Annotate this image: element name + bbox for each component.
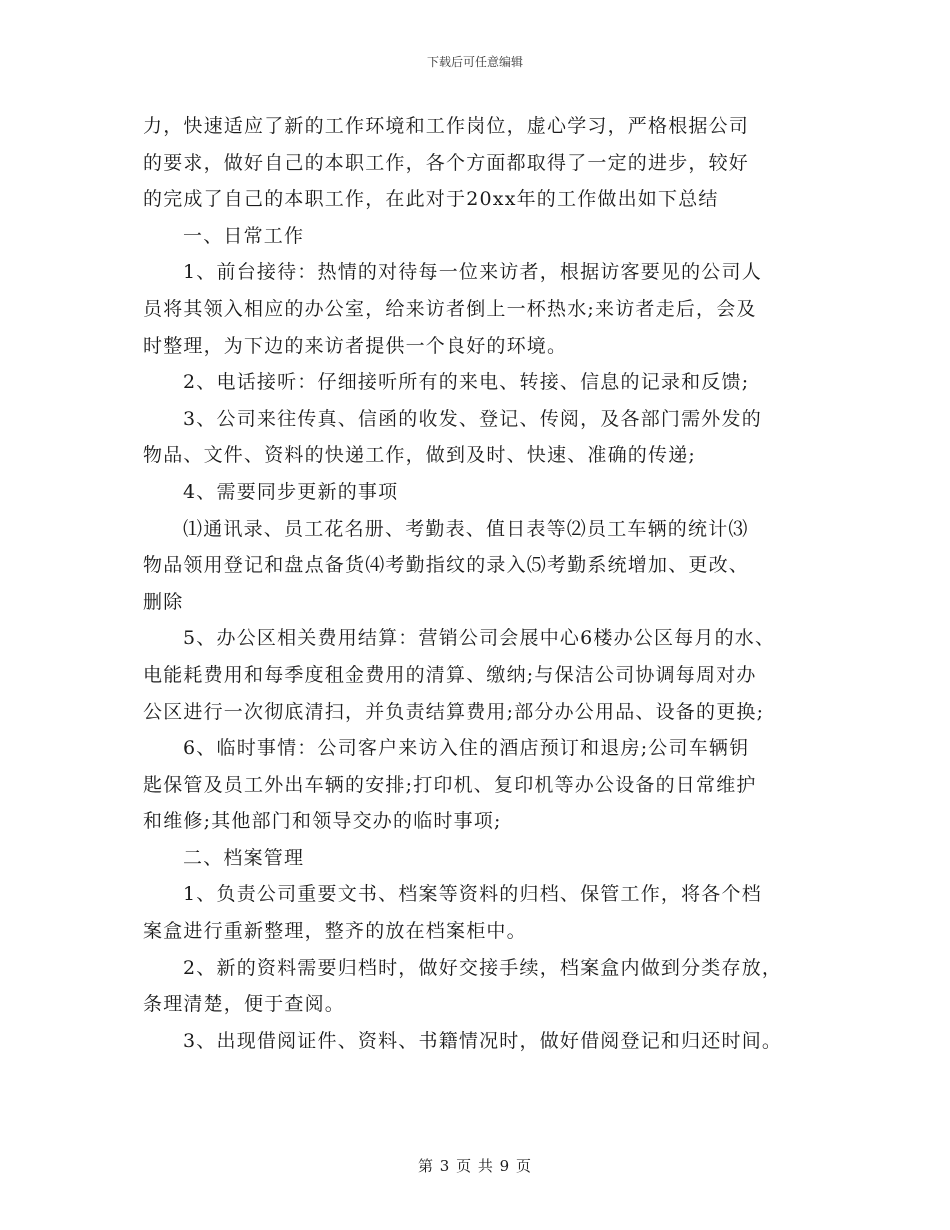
body-line: 1、负责公司重要文书、档案等资料的归档、保管工作，将各个档	[183, 883, 762, 906]
body-line: 力，快速适应了新的工作环境和工作岗位，虚心学习，严格根据公司	[143, 115, 750, 137]
body-line: 2、新的资料需要归档时，做好交接手续，档案盒内做到分类存放，	[183, 956, 783, 979]
body-line: 4、需要同步更新的事项	[183, 480, 399, 503]
body-line: 电能耗费用和每季度租金费用的清算、缴纳;与保洁公司协调每周对办	[143, 663, 757, 686]
body-line: 删除	[143, 590, 184, 613]
body-line: 匙保管及员工外出车辆的安排;打印机、复印机等办公设备的日常维护	[143, 773, 757, 796]
body-line: 1、前台接待：热情的对待每一位来访者，根据访客要见的公司人	[183, 261, 762, 284]
body-line: 3、出现借阅证件、资料、书籍情况时，做好借阅登记和归还时间。	[183, 1029, 783, 1052]
page-header: 下载后可任意编辑	[426, 55, 523, 69]
body-line: 和维修;其他部门和领导交办的临时事项;	[143, 810, 502, 833]
section-heading: 一、日常工作	[183, 224, 305, 247]
body-line: 员将其领入相应的办公室，给来访者倒上一杯热水;来访者走后，会及	[143, 297, 757, 320]
body-line: 公区进行一次彻底清扫，并负责结算费用;部分办公用品、设备的更换;	[143, 700, 765, 723]
body-line: 6、临时事情：公司客户来访入住的酒店预订和退房;公司车辆钥	[183, 737, 750, 760]
body-line: 条理清楚，便于查阅。	[143, 993, 346, 1016]
body-line: 3、公司来往传真、信函的收发、登记、传阅，及各部门需外发的	[183, 407, 762, 430]
body-line: 时整理，为下边的来访者提供一个良好的环境。	[143, 334, 568, 357]
body-line: 案盒进行重新整理，整齐的放在档案柜中。	[143, 920, 527, 943]
body-line: ⑴通讯录、员工花名册、考勤表、值日表等⑵员工车辆的统计⑶	[183, 517, 749, 540]
body-line: 物品、文件、资料的快递工作，做到及时、快速、准确的传递;	[143, 444, 697, 467]
body-line: 物品领用登记和盘点备货⑷考勤指纹的录入⑸考勤系统增加、更改、	[143, 554, 750, 577]
section-heading: 二、档案管理	[183, 846, 305, 869]
body-line: 的要求，做好自己的本职工作，各个方面都取得了一定的进步，较好	[143, 151, 750, 174]
document-body	[143, 108, 823, 1059]
body-line: 的完成了自己的本职工作，在此对于20xx年的工作做出如下总结	[143, 188, 719, 211]
body-line: 5、办公区相关费用结算：营销公司会展中心6楼办公区每月的水、	[183, 627, 776, 650]
page-footer: 第 3 页 共 9 页	[418, 1157, 532, 1175]
body-line: 2、电话接听：仔细接听所有的来电、转接、信息的记录和反馈;	[183, 371, 750, 394]
